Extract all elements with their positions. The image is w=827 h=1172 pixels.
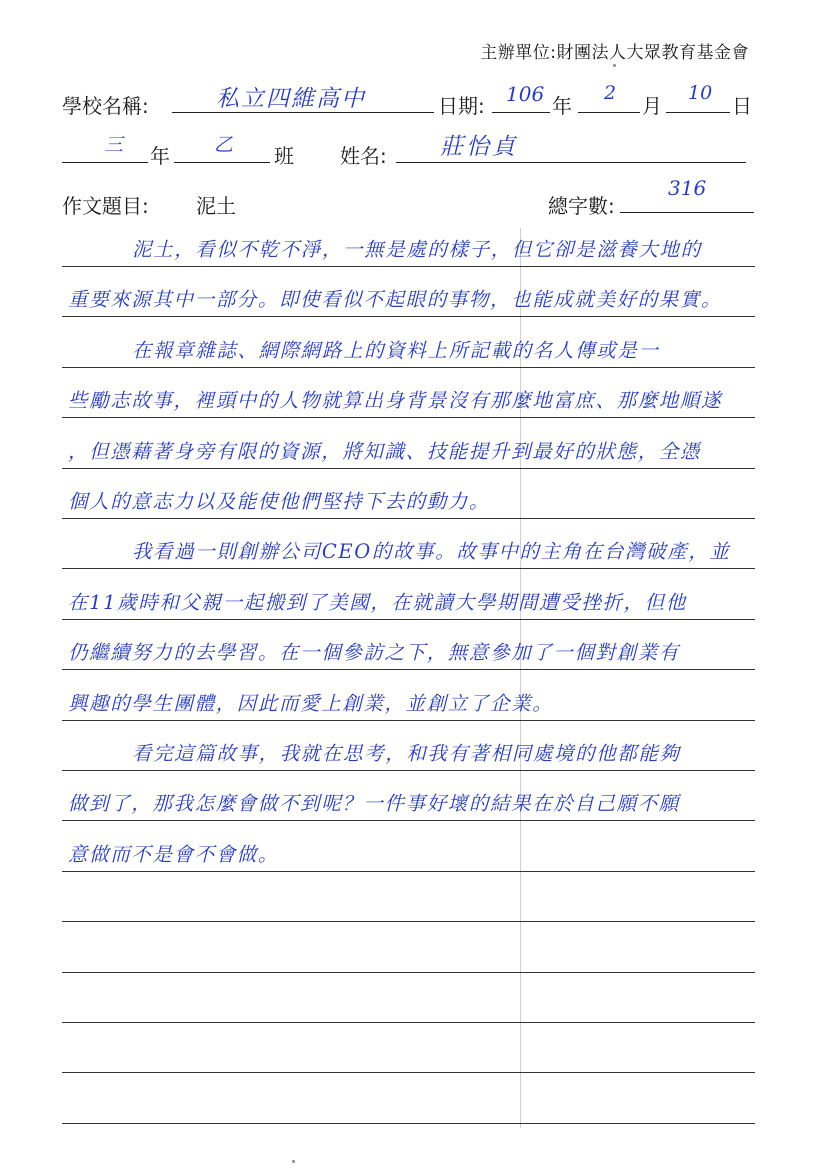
- month-value: 2: [604, 82, 617, 104]
- essay-line: 重要來源其中一部分。即使看似不起眼的事物，也能成就美好的果實。: [68, 288, 723, 311]
- center-fold-line: [520, 228, 521, 1128]
- ruled-line: [62, 568, 755, 569]
- topic-value: 泥土: [196, 194, 236, 218]
- name-label: 姓名:: [340, 144, 387, 168]
- date-label: 日期:: [438, 94, 485, 118]
- essay-line: 興趣的學生團體，因此而愛上創業，並創立了企業。: [68, 692, 554, 715]
- grade-label: 年: [150, 144, 170, 168]
- day-field: [666, 82, 730, 113]
- day-label: 日: [732, 94, 752, 118]
- essay-line: 泥土，看似不乾不淨，一無是處的樣子，但它卻是滋養大地的: [132, 238, 702, 261]
- essay-line: 在報章雜誌、網際網路上的資料上所記載的名人傳或是一: [132, 339, 660, 362]
- school-label: 學校名稱:: [62, 94, 149, 118]
- ruled-line: [62, 266, 755, 267]
- class-label: 班: [274, 144, 294, 168]
- month-label: 月: [642, 94, 662, 118]
- header-row-class-name: [62, 132, 755, 172]
- essay-line: 些勵志故事，裡頭中的人物就算出身背景沒有那麼地富庶、那麼地順遂: [68, 389, 723, 412]
- ruled-line: [62, 468, 755, 469]
- day-value: 10: [688, 82, 713, 104]
- essay-line: 我看過一則創辦公司CEO的故事。故事中的主角在台灣破產，並: [132, 540, 731, 563]
- wordcount-field: [620, 176, 754, 213]
- wordcount-label: 總字數:: [548, 194, 615, 218]
- header-row-topic: [62, 176, 755, 222]
- essay-line: 做到了，那我怎麼會做不到呢？一件事好壞的結果在於自己願不願: [68, 792, 680, 815]
- year-value: 106: [506, 82, 545, 106]
- essay-line: 仍繼續努力的去學習。在一個參訪之下，無意參加了一個對創業有: [68, 641, 680, 664]
- ruled-line: [62, 720, 755, 721]
- header-row-school-date: [62, 82, 755, 122]
- scan-speck: [613, 64, 616, 67]
- essay-line: ，但憑藉著身旁有限的資源，將知識、技能提升到最好的狀態，全憑: [68, 440, 702, 463]
- ruled-line: [62, 972, 755, 973]
- ruled-line: [62, 619, 755, 620]
- essay-line: 意做而不是會不會做。: [68, 843, 280, 866]
- ruled-line: [62, 316, 755, 317]
- topic-label: 作文題目:: [62, 194, 149, 218]
- name-value: 莊怡貞: [440, 134, 518, 160]
- wordcount-value: 316: [668, 176, 707, 200]
- ruled-line: [62, 1123, 755, 1124]
- ruled-line: [62, 518, 755, 519]
- ruled-line: [62, 820, 755, 821]
- class-field: [174, 132, 270, 163]
- scan-speck: [292, 1160, 295, 1163]
- ruled-line: [62, 367, 755, 368]
- school-field: [172, 82, 434, 113]
- ruled-line: [62, 871, 755, 872]
- grade-value: 三: [104, 134, 124, 156]
- ruled-line: [62, 770, 755, 771]
- ruled-line: [62, 417, 755, 418]
- essay-line: 在11歲時和父親一起搬到了美國，在就讀大學期間遭受挫折，但他: [68, 591, 687, 614]
- essay-line: 個人的意志力以及能使他們堅持下去的動力。: [68, 490, 491, 513]
- ruled-line: [62, 669, 755, 670]
- ruled-line: [62, 1022, 755, 1023]
- year-label: 年: [552, 94, 572, 118]
- school-value: 私立四維高中: [216, 86, 366, 112]
- class-value: 乙: [214, 134, 234, 156]
- name-field: [396, 132, 746, 163]
- essay-line: 看完這篇故事，我就在思考，和我有著相同處境的他都能夠: [132, 742, 681, 765]
- month-field: [578, 82, 640, 113]
- grade-field: [62, 132, 148, 163]
- sponsor-label: 主辦單位:財團法人大眾教育基金會: [480, 43, 749, 63]
- ruled-line: [62, 1072, 755, 1073]
- ruled-line: [62, 921, 755, 922]
- year-field: [492, 82, 550, 113]
